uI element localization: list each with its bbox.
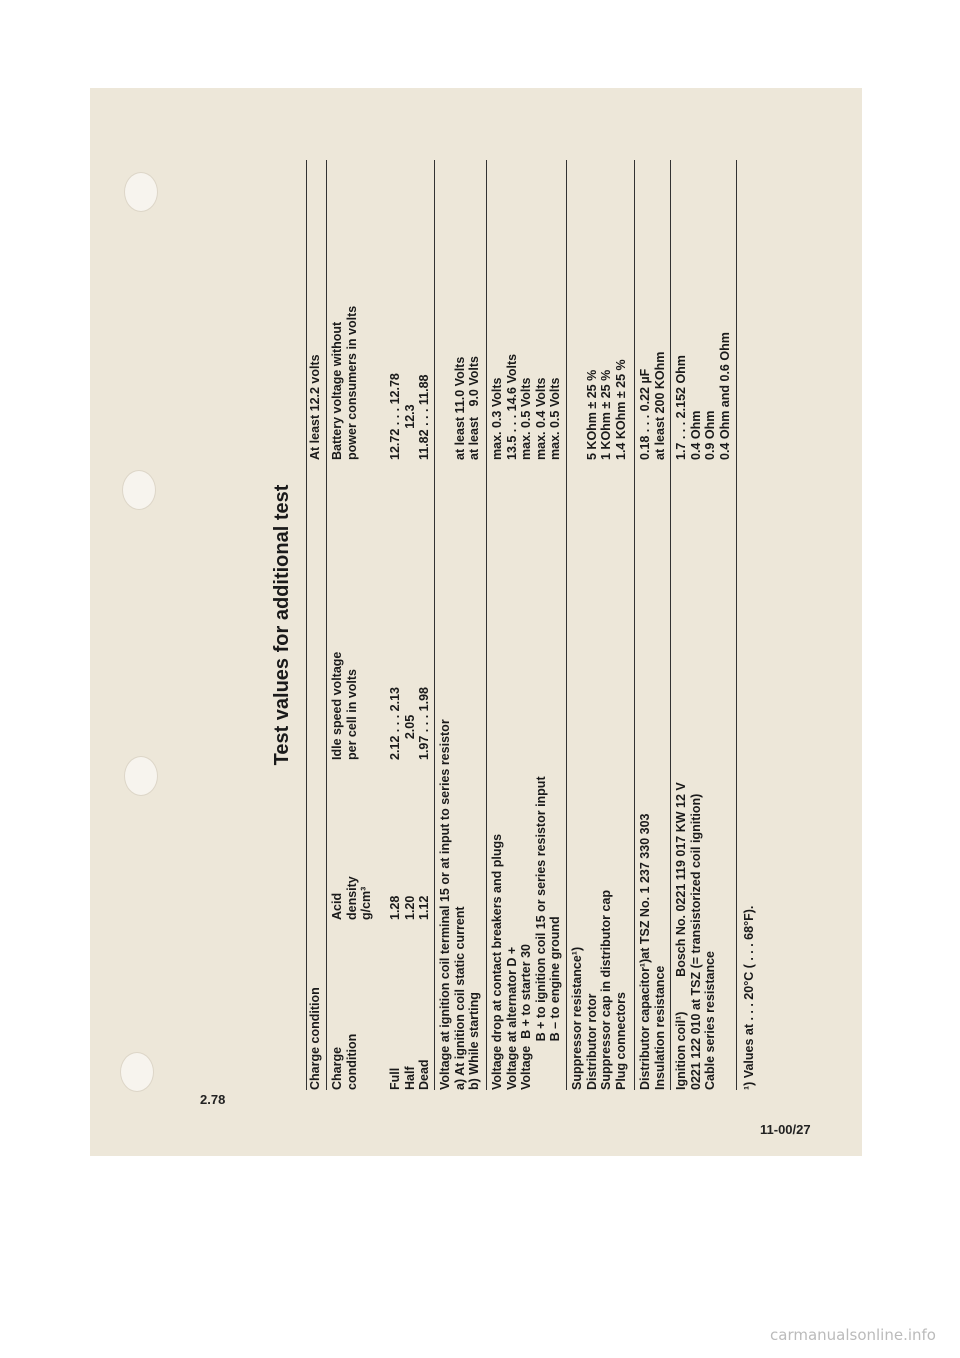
battery-row-acid: 1.28 1.20 1.12 [388, 895, 431, 920]
capacitor-text: Distributor capacitor¹)at TSZ No. 1 237 330 303 Insulation resistance [638, 813, 667, 1090]
col-acid-density: Acid density g/cm³ [330, 876, 373, 920]
footnote: ¹) Values at . . . 20°C ( . . . 68°F). [742, 905, 756, 1090]
capacitor-values: 0.18 . . . 0.22 µF at least 200 KOhm [638, 351, 667, 460]
divider [306, 160, 307, 1090]
suppressor-text: Suppressor resistance¹) Distributor rotor Suppressor cap in distributor cap Plug connectors [570, 889, 628, 1090]
voltage-drop-values: max. 0.3 Volts 13.5 . . . 14.6 Volts max. 0.5 Volts max. 0.4 Volts max. 0.5 Volts [490, 353, 562, 460]
divider [670, 160, 671, 1090]
ignition-coil-values: 1.7 . . . 2.152 Ohm 0.4 Ohm 0.9 Ohm 0.4 Ohm and 0.6 Ohm [674, 332, 732, 460]
col-idle-voltage: Idle speed voltage per cell in volts [330, 651, 359, 760]
ignition-voltage-values: at least 11.0 Volts at least 9.0 Volts [452, 356, 481, 460]
punch-hole [124, 172, 158, 212]
document-code: 11-00/27 [760, 1122, 811, 1137]
divider [634, 160, 635, 1090]
divider [434, 160, 435, 1090]
page-number: 2.78 [200, 1092, 226, 1107]
watermark: carmanualsonline.info [770, 1326, 936, 1344]
punch-hole [122, 470, 156, 510]
divider [486, 160, 487, 1090]
voltage-drop-text: Voltage drop at contact breakers and plugs Voltage at alternator D + Voltage B + to starter 30 B + to ignition coil 15 or series resistor input B – to engine ground [490, 776, 562, 1090]
rotated-test-values-sheet [270, 160, 756, 1090]
battery-row-voltage: 12.72 . . . 12.78 12.3 11.82 . . . 11.88 [388, 373, 431, 460]
divider [736, 160, 737, 1090]
battery-row-idle: 2.12 . . . 2.13 2.05 1.97 . . . 1.98 [388, 687, 431, 760]
divider [326, 160, 327, 1090]
ignition-coil-text: Ignition coil¹) Bosch No. 0221 119 017 KW 12 V 0221 122 010 at TSZ (= transistorized coil ignition) Cable series resistance [674, 782, 717, 1090]
suppressor-values: 5 KOhm ± 25 % 1 KOhm ± 25 % 1.4 KOhm ± 25 % [584, 359, 628, 460]
battery-row-labels: Full Half Dead [388, 1059, 431, 1090]
punch-hole [124, 756, 158, 796]
ignition-voltage-text: Voltage at ignition coil terminal 15 or at input to series resistor a) At ignition coil static current b) While starting [438, 719, 481, 1090]
divider [566, 160, 567, 1090]
punch-hole [120, 1052, 154, 1092]
battery-header-right: At least 12.2 volts [308, 354, 322, 460]
col-battery-voltage: Battery voltage without power consumers in volts [330, 305, 359, 460]
battery-header-left: Charge condition [308, 987, 322, 1090]
page-title: Test values for additional test [271, 484, 293, 766]
col-charge-condition: Charge condition [330, 1033, 359, 1090]
